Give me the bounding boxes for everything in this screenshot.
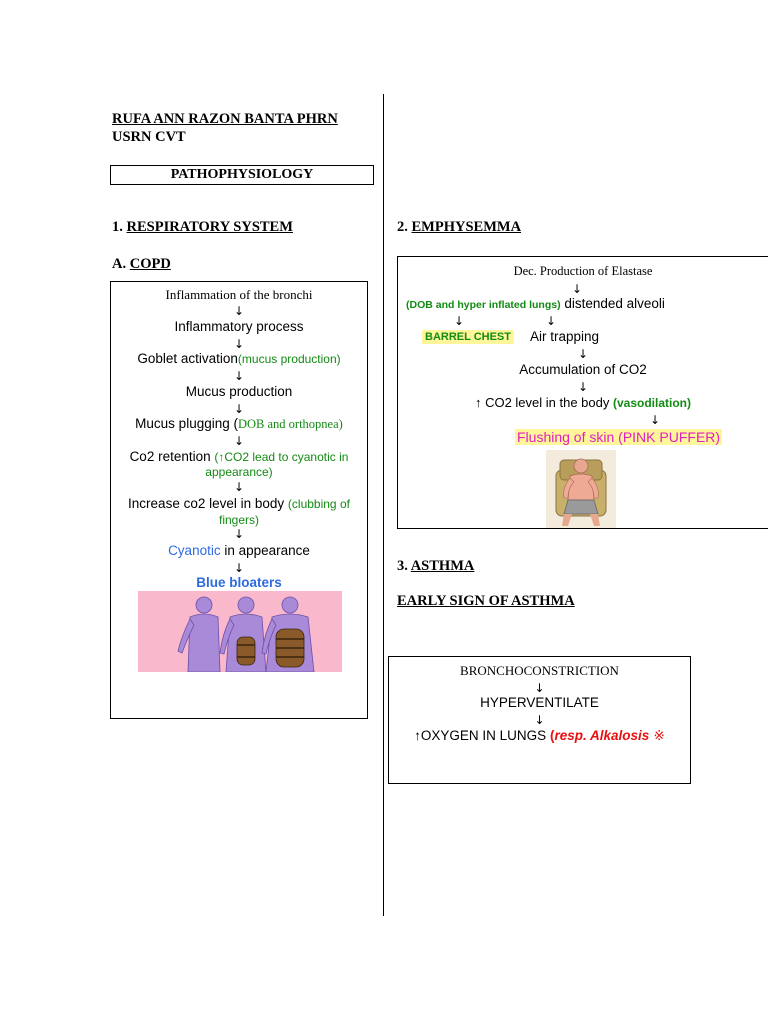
figure-barrel-large <box>262 597 314 672</box>
asthma-step-3-mark: ※ <box>649 728 665 744</box>
down-arrow-icon: ↓ <box>233 369 245 383</box>
down-arrow-icon: ↓ <box>546 314 557 328</box>
section-title: EMPHYSEMMA <box>411 219 522 235</box>
section-number: 1. <box>112 219 123 235</box>
asthma-flow-box <box>388 656 691 784</box>
section-title: RESPIRATORY SYSTEM <box>126 219 293 235</box>
copd-step-6 <box>111 449 367 464</box>
seated-patient-figure <box>546 450 616 528</box>
copd-step-2: Inflammatory process <box>174 319 304 334</box>
barrel-chest-figures <box>138 591 342 672</box>
down-arrow-icon: ↓ <box>233 561 245 575</box>
copd-step-4: Mucus production <box>185 384 293 399</box>
figure-normal <box>178 597 220 672</box>
section-heading-respiratory <box>112 219 293 236</box>
asthma-step-1: BRONCHOCONSTRICTION <box>460 663 619 678</box>
down-arrow-icon: ↓ <box>233 337 245 351</box>
copd-step-7-main: Increase co2 level in body <box>128 496 288 511</box>
pink-puffer-illustration <box>546 450 616 528</box>
down-arrow-icon: ↓ <box>233 434 245 448</box>
down-arrow-icon: ↓ <box>233 402 245 416</box>
emph-step-2-main: distended alveoli <box>560 296 665 311</box>
page-title-box <box>110 165 374 185</box>
down-arrow-icon: ↓ <box>454 314 465 328</box>
author-credentials: USRN CVT <box>112 129 186 145</box>
copd-step-7-note: (clubbing of <box>287 497 350 511</box>
down-arrow-icon: ↓ <box>577 380 589 394</box>
emph-step-1: Dec. Production of Elastase <box>513 264 653 278</box>
section-heading-emphysema <box>397 219 521 236</box>
emph-step-4: Accumulation of CO2 <box>519 362 647 377</box>
copd-step-6-main: Co2 retention <box>129 449 215 464</box>
asthma-step-3 <box>389 728 690 744</box>
copd-step-9: Blue bloaters <box>196 575 282 590</box>
emph-step-2 <box>406 296 665 311</box>
subheading-copd <box>112 256 171 273</box>
sub-title: COPD <box>129 256 171 272</box>
down-arrow-icon: ↓ <box>233 527 245 541</box>
figure-barrel-medium <box>220 597 266 672</box>
down-arrow-icon: ↓ <box>650 413 661 427</box>
emph-step-5-note: (vasodilation) <box>613 396 692 410</box>
section-title: ASTHMA <box>410 558 475 574</box>
down-arrow-icon: ↓ <box>534 681 545 695</box>
copd-step-7 <box>111 496 367 511</box>
blue-bloaters-illustration <box>138 591 342 672</box>
copd-step-6-note-cont: appearance) <box>205 465 273 479</box>
down-arrow-icon: ↓ <box>534 713 545 727</box>
copd-step-5 <box>111 416 367 432</box>
emph-step-2-note: (DOB and hyper inflated lungs) <box>406 299 561 311</box>
copd-step-5-main: Mucus plugging ( <box>135 416 238 431</box>
down-arrow-icon: ↓ <box>571 282 583 296</box>
copd-flow-box <box>110 281 368 719</box>
copd-step-5-note: DOB and orthopnea) <box>237 417 343 431</box>
asthma-step-3-main: ↑OXYGEN IN LUNGS <box>414 728 550 743</box>
copd-step-6-note: (↑CO2 lead to cyanotic in <box>214 450 349 464</box>
copd-step-7-note-cont: fingers) <box>218 513 259 527</box>
emph-step-3: Air trapping <box>530 329 600 344</box>
copd-step-8 <box>111 543 367 558</box>
emph-step-6: Flushing of skin (PINK PUFFER) <box>517 429 721 445</box>
page-title: PATHOPHYSIOLOGY <box>170 167 314 182</box>
early-sign-heading: EARLY SIGN OF ASTHMA <box>397 593 575 609</box>
emph-barrel-chest: BARREL CHEST <box>422 330 514 344</box>
asthma-step-3-paren: ( <box>549 728 555 743</box>
asthma-step-2: HYPERVENTILATE <box>480 695 599 710</box>
author-name: RUFA ANN RAZON BANTA PHRN <box>112 111 338 127</box>
copd-step-3-note: (mucus production) <box>237 352 341 366</box>
section-number: 2. <box>397 219 408 235</box>
copd-step-3 <box>111 351 367 366</box>
emph-step-5-main: ↑ CO2 level in the body <box>474 395 613 410</box>
emph-step-5 <box>398 395 768 410</box>
sub-letter: A. <box>112 256 127 272</box>
emphysema-flow-box <box>397 256 768 529</box>
copd-step-1: Inflammation of the bronchi <box>165 287 313 302</box>
down-arrow-icon: ↓ <box>233 480 245 494</box>
column-divider <box>383 94 384 916</box>
section-heading-asthma <box>397 558 474 575</box>
down-arrow-icon: ↓ <box>577 347 589 361</box>
copd-step-8-highlight: Cyanotic <box>168 543 221 558</box>
asthma-step-3-note: resp. Alkalosis <box>554 728 650 743</box>
copd-step-3-main: Goblet activation <box>137 351 238 366</box>
copd-step-8-main: in appearance <box>220 543 310 558</box>
section-number: 3. <box>397 558 408 574</box>
down-arrow-icon: ↓ <box>233 304 245 318</box>
